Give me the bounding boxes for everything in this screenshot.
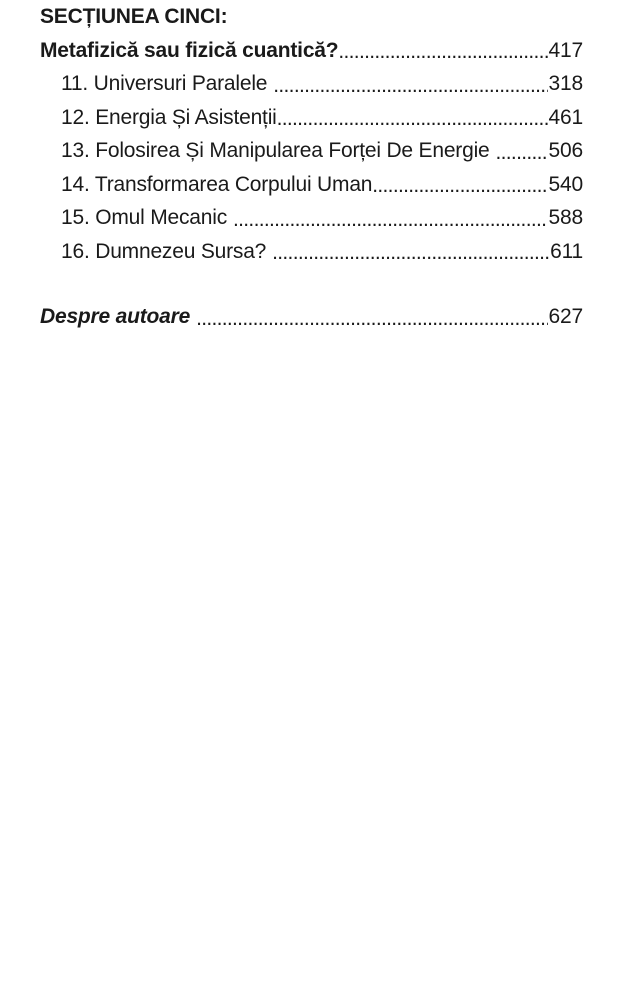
dot-leader: [267, 67, 547, 101]
dot-leader: [227, 201, 548, 235]
page-number: 588: [548, 206, 583, 229]
dot-leader: [338, 34, 547, 68]
page-number: 506: [548, 139, 583, 162]
toc-entry-chapter-12: [61, 101, 583, 135]
page-number: 611: [550, 239, 583, 263]
toc-entry-chapter-14: [61, 168, 583, 202]
toc-entry-chapter-11: [61, 67, 583, 101]
toc-entry-title: Despre autoare: [40, 305, 191, 328]
page-number: 318: [548, 72, 583, 95]
toc-entry-title: 11. Universuri Paralele: [61, 72, 268, 95]
toc-entry-title: 16. Dumnezeu Sursa?: [61, 239, 267, 263]
toc-entry-section: [40, 34, 583, 68]
page-number: 540: [548, 172, 583, 196]
toc-entry-chapter-15: [61, 201, 583, 235]
dot-leader: [490, 134, 548, 168]
page-number: 627: [548, 305, 583, 328]
blank-line-spacer: [40, 268, 583, 300]
toc-entry-about-author: [40, 300, 583, 334]
toc-entry-title: 12. Energia Și Asistenții: [61, 105, 277, 129]
toc-entry-title: Metafizică sau fizică cuantică?: [40, 38, 339, 62]
dot-leader: [372, 168, 547, 202]
page-number: 461: [548, 105, 583, 129]
dot-leader: [266, 235, 549, 269]
toc-entry-title: 15. Omul Mecanic: [61, 206, 228, 229]
page-number: 417: [548, 38, 583, 62]
toc-entry-title: 13. Folosirea Și Manipularea Forței De Energie: [61, 139, 490, 162]
dot-leader: [190, 300, 547, 334]
section-heading-row: [40, 0, 583, 34]
section-heading: SECȚIUNEA CINCI:: [40, 5, 228, 28]
toc-entry-title: 14. Transformarea Corpului Uman: [61, 172, 373, 196]
toc-entry-chapter-16: [61, 235, 583, 269]
dot-leader: [277, 101, 548, 135]
toc-entry-chapter-13: [61, 134, 583, 168]
